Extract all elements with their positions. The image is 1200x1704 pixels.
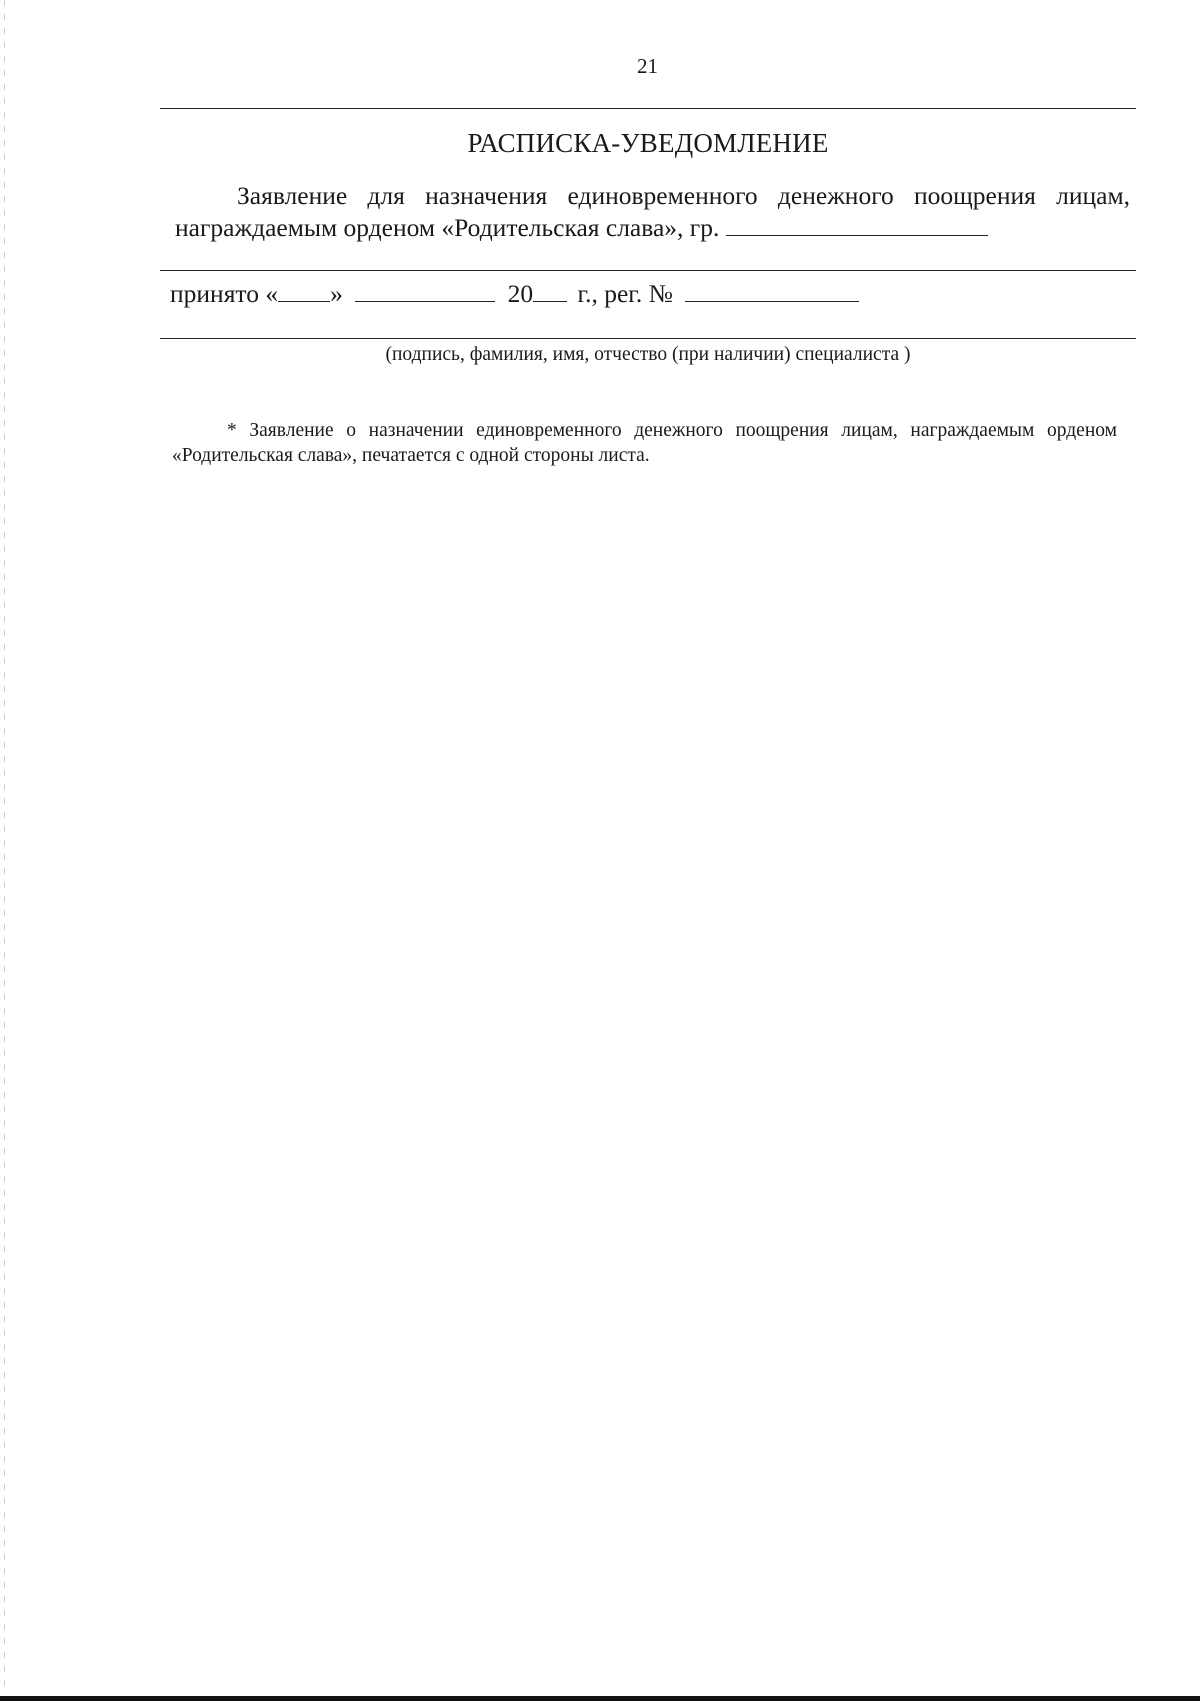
scan-edge-artifact bbox=[4, 0, 5, 1690]
year-suffix: г., рег. № bbox=[577, 279, 673, 308]
accepted-year-blank[interactable] bbox=[533, 279, 567, 302]
accepted-label: принято « bbox=[170, 279, 279, 308]
signature-line[interactable] bbox=[160, 338, 1136, 339]
page-number: 21 bbox=[637, 54, 658, 78]
accepted-month-blank[interactable] bbox=[355, 279, 495, 302]
top-divider bbox=[160, 108, 1136, 109]
receipt-title: РАСПИСКА-УВЕДОМЛЕНИЕ bbox=[467, 128, 829, 158]
applicant-name-blank[interactable] bbox=[726, 213, 988, 236]
accepted-line bbox=[170, 278, 859, 310]
registration-number-blank[interactable] bbox=[685, 279, 859, 302]
year-prefix: 20 bbox=[507, 279, 534, 308]
middle-divider bbox=[160, 270, 1136, 271]
accepted-quote-close: » bbox=[330, 279, 343, 308]
footnote: * Заявление о назначении единовременного денежного поощрения лицам, награждаемым орденом «Родительская слава», печатается с одной стороны листа. bbox=[172, 420, 1117, 466]
accepted-day-blank[interactable] bbox=[278, 279, 330, 302]
statement-paragraph bbox=[175, 180, 1130, 244]
signature-caption: (подпись, фамилия, имя, отчество (при наличии) специалиста ) bbox=[385, 344, 911, 365]
bottom-border bbox=[0, 1696, 1200, 1701]
statement-text: Заявление для назначения единовременного денежного поощрения лицам, награждаемым орденом «Родительская слава», гр. bbox=[175, 181, 1130, 242]
